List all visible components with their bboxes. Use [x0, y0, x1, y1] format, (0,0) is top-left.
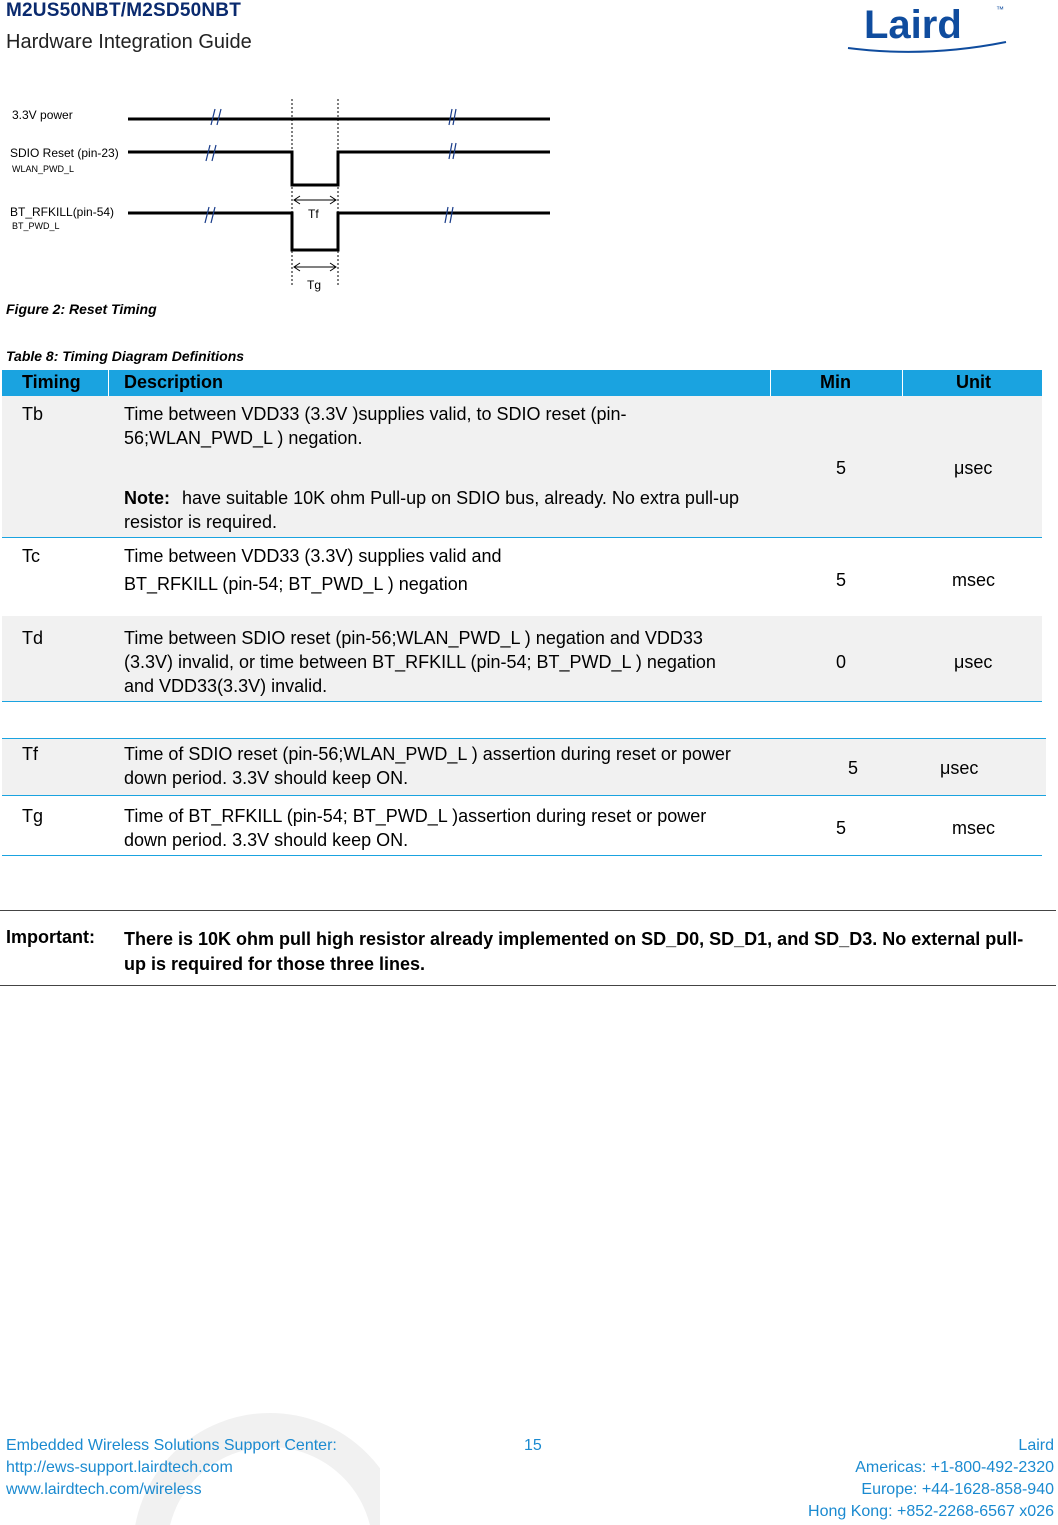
footer-europe-phone: Europe: +44-1628-858-940 [861, 1481, 1054, 1498]
important-text: There is 10K ohm pull high resistor already implemented on SD_D0, SD_D1, and SD_D3. No external pull-up is required for those three lines. [124, 929, 1024, 974]
logo-text: Laird [864, 3, 962, 47]
row-timing: Tb [22, 404, 44, 424]
row-description-line2: BT_RFKILL (pin-54; BT_PWD_L ) negation [124, 574, 468, 594]
signal-sublabel-rfkill: BT_PWD_L [12, 221, 60, 231]
row-description: Time of BT_RFKILL (pin-54; BT_PWD_L )assertion during reset or power down period. 3.3V should keep ON. [124, 806, 707, 850]
row-unit: msec [952, 570, 996, 590]
row-note: have suitable 10K ohm Pull-up on SDIO bus, already. No extra pull-up resistor is required. [124, 488, 739, 532]
row-unit: μsec [954, 458, 993, 478]
signal-label-rfkill: BT_RFKILL(pin-54) [10, 205, 115, 219]
row-timing: Td [22, 628, 44, 648]
row-unit: μsec [940, 758, 979, 778]
header-timing: Timing [22, 372, 81, 392]
footer-left [6, 1435, 337, 1501]
tf-marker-label: Tf [308, 207, 319, 221]
header-min: Min [820, 372, 851, 392]
row-timing: Tf [22, 744, 38, 764]
row-min: 5 [836, 458, 847, 478]
table-row [2, 796, 1042, 856]
important-label: Important: [6, 927, 95, 947]
footer-americas-phone: Americas: +1-800-492-2320 [855, 1459, 1054, 1476]
rfkill-waveform [128, 213, 550, 250]
reset-timing-diagram [0, 95, 560, 295]
header-unit: Unit [956, 372, 991, 392]
row-min: 0 [836, 652, 847, 672]
row-min: 5 [848, 758, 859, 778]
footer-right [808, 1435, 1054, 1523]
header-description: Description [124, 372, 224, 392]
important-notice [0, 910, 1056, 986]
row-description: Time between VDD33 (3.3V) supplies valid and [124, 546, 502, 566]
row-min: 5 [836, 818, 847, 838]
row-unit: msec [952, 818, 996, 838]
row-min: 5 [836, 570, 847, 590]
laird-logo [846, 0, 1016, 54]
document-title: M2US50NBT/M2SD50NBT [6, 0, 242, 21]
table-row [2, 738, 1046, 796]
footer-website-link[interactable]: www.lairdtech.com/wireless [6, 1481, 202, 1498]
row-unit: μsec [954, 652, 993, 672]
row-timing: Tg [22, 806, 44, 826]
document-subtitle: Hardware Integration Guide [6, 31, 252, 53]
figure-caption: Figure 2: Reset Timing [6, 301, 157, 317]
footer-support-link[interactable]: http://ews-support.lairdtech.com [6, 1459, 233, 1476]
table-caption: Table 8: Timing Diagram Definitions [6, 348, 245, 364]
signal-label-sdio: SDIO Reset (pin-23) [10, 146, 119, 160]
page-number: 15 [524, 1437, 542, 1454]
row-timing: Tc [22, 546, 40, 566]
logo-trademark: ™ [996, 5, 1004, 14]
table-row [2, 396, 1042, 538]
row-note-label: Note: [124, 488, 170, 508]
table-row [2, 538, 1042, 616]
sdio-waveform [128, 152, 550, 185]
row-description: Time of SDIO reset (pin-56;WLAN_PWD_L ) assertion during reset or power down period. 3.3V should keep ON. [124, 744, 731, 788]
table-row [2, 616, 1042, 702]
footer-hongkong-phone: Hong Kong: +852-2268-6567 x026 [808, 1503, 1054, 1520]
table-header [2, 370, 1042, 396]
row-description: Time between SDIO reset (pin-56;WLAN_PWD_L ) negation and VDD33 (3.3V) invalid, or time between BT_RFKILL (pin-54; BT_PWD_L ) negation and VDD33(3.3V) invalid. [124, 628, 716, 696]
signal-label-power: 3.3V power [12, 108, 73, 122]
row-description: Time between VDD33 (3.3V )supplies valid, to SDIO reset (pin-56;WLAN_PWD_L ) negation. [124, 404, 627, 448]
signal-sublabel-sdio: WLAN_PWD_L [12, 164, 75, 174]
footer-company: Laird [1018, 1437, 1054, 1454]
tg-marker-label: Tg [307, 278, 322, 292]
footer-support-center: Embedded Wireless Solutions Support Center: [6, 1437, 337, 1454]
